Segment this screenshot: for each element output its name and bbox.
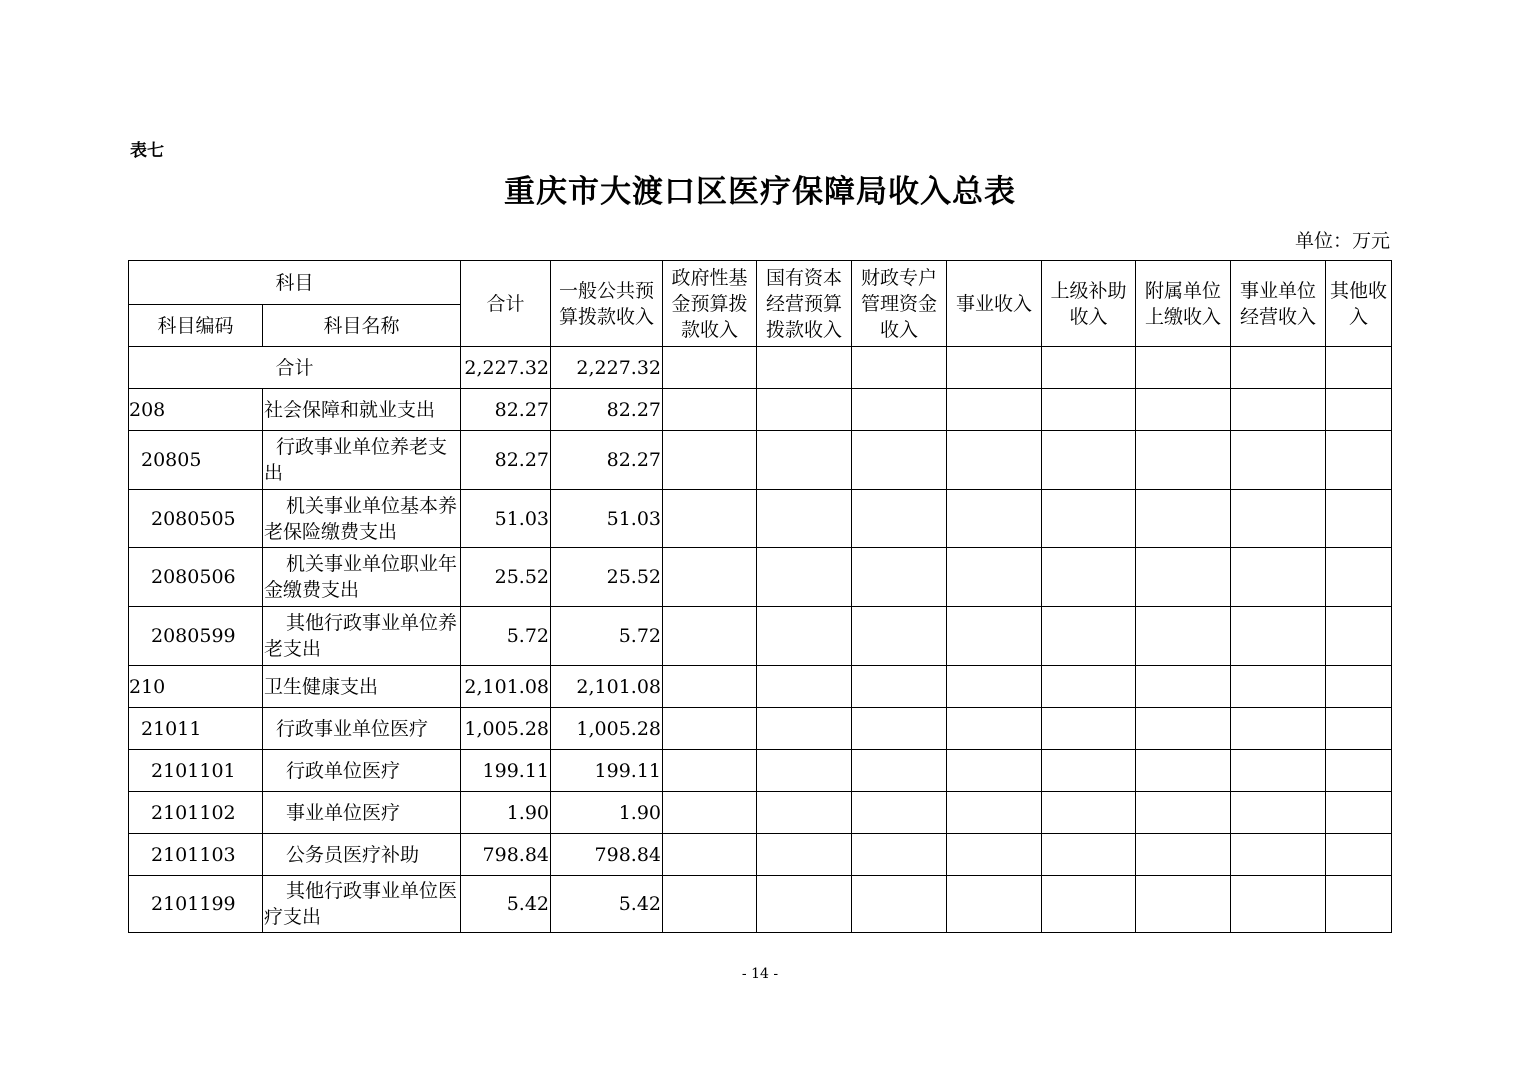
unit-label: 单位：万元	[1294, 230, 1390, 252]
subject-name: 事业单位医疗	[263, 792, 461, 834]
subject-code: 2080506	[129, 548, 263, 607]
header-superior-subsidy: 上级补助收入	[1042, 261, 1136, 347]
row-general-budget: 199.11	[551, 750, 663, 792]
subject-code: 20805	[129, 431, 263, 490]
row-total: 82.27	[461, 431, 551, 490]
row-general-budget: 1.90	[551, 792, 663, 834]
header-general-budget: 一般公共预算拨款收入	[551, 261, 663, 347]
subject-name: 卫生健康支出	[263, 666, 461, 708]
header-subject-name: 科目名称	[263, 305, 461, 347]
row-general-budget: 5.42	[551, 876, 663, 933]
row-total: 199.11	[461, 750, 551, 792]
row-general-budget: 82.27	[551, 431, 663, 490]
subject-name: 公务员医疗补助	[263, 834, 461, 876]
table-row	[129, 389, 1392, 431]
header-business-income: 事业收入	[947, 261, 1042, 347]
row-total: 51.03	[461, 490, 551, 548]
subject-code: 21011	[129, 708, 263, 750]
header-special-fund: 财政专户管理资金收入	[852, 261, 947, 347]
row-general-budget: 1,005.28	[551, 708, 663, 750]
subject-name: 行政事业单位养老支出	[263, 431, 461, 490]
row-general-budget: 25.52	[551, 548, 663, 607]
header-subject-code: 科目编码	[129, 305, 263, 347]
row-general-budget: 5.72	[551, 607, 663, 666]
header-state-capital: 国有资本经营预算拨款收入	[757, 261, 852, 347]
subject-code: 2101102	[129, 792, 263, 834]
income-summary-table	[128, 260, 1392, 933]
header-gov-fund: 政府性基金预算拨款收入	[663, 261, 757, 347]
subject-code: 2101101	[129, 750, 263, 792]
row-total: 1.90	[461, 792, 551, 834]
total-row-general-budget: 2,227.32	[551, 347, 663, 389]
row-total: 798.84	[461, 834, 551, 876]
subject-name: 机关事业单位基本养老保险缴费支出	[263, 490, 461, 548]
subject-code: 2080505	[129, 490, 263, 548]
row-general-budget: 82.27	[551, 389, 663, 431]
subject-name: 其他行政事业单位医疗支出	[263, 876, 461, 933]
table-row	[129, 876, 1392, 933]
subject-name: 社会保障和就业支出	[263, 389, 461, 431]
total-row	[129, 347, 1392, 389]
header-total: 合计	[461, 261, 551, 347]
header-operating-income: 事业单位经营收入	[1231, 261, 1326, 347]
row-total: 1,005.28	[461, 708, 551, 750]
subject-code: 2101103	[129, 834, 263, 876]
table-row	[129, 431, 1392, 490]
header-other-income: 其他收入	[1326, 261, 1392, 347]
row-total: 25.52	[461, 548, 551, 607]
row-general-budget: 2,101.08	[551, 666, 663, 708]
total-row-total: 2,227.32	[461, 347, 551, 389]
row-general-budget: 51.03	[551, 490, 663, 548]
page-number: - 14 -	[741, 966, 779, 982]
subject-code: 210	[129, 666, 263, 708]
subject-name: 机关事业单位职业年金缴费支出	[263, 548, 461, 607]
header-affiliated-payment: 附属单位上缴收入	[1136, 261, 1231, 347]
subject-name: 其他行政事业单位养老支出	[263, 607, 461, 666]
table-row	[129, 750, 1392, 792]
subject-name: 行政事业单位医疗	[263, 708, 461, 750]
header-subject: 科目	[129, 261, 461, 305]
row-total: 2,101.08	[461, 666, 551, 708]
table-row	[129, 548, 1392, 607]
table-row	[129, 834, 1392, 876]
table-label: 表七	[130, 141, 164, 161]
row-total: 82.27	[461, 389, 551, 431]
row-total: 5.72	[461, 607, 551, 666]
subject-code: 2101199	[129, 876, 263, 933]
table-row	[129, 666, 1392, 708]
table-row	[129, 607, 1392, 666]
row-total: 5.42	[461, 876, 551, 933]
table-row	[129, 490, 1392, 548]
subject-code: 2080599	[129, 607, 263, 666]
table-row	[129, 708, 1392, 750]
total-row-label: 合计	[129, 347, 461, 389]
table-row	[129, 792, 1392, 834]
document-title: 重庆市大渡口区医疗保障局收入总表	[504, 174, 1016, 210]
subject-code: 208	[129, 389, 263, 431]
row-general-budget: 798.84	[551, 834, 663, 876]
subject-name: 行政单位医疗	[263, 750, 461, 792]
